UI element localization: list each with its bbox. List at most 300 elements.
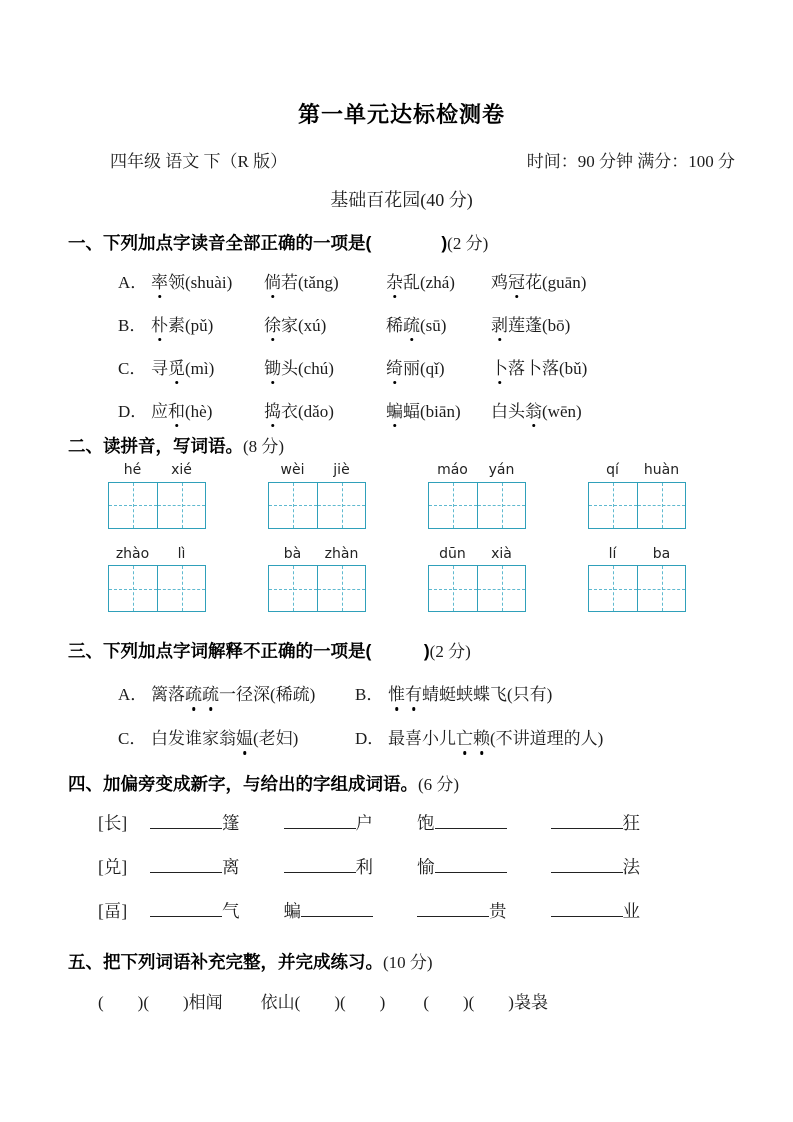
pinyin-syllable: yán <box>488 462 515 478</box>
question-4-stem <box>68 774 735 796</box>
tianzige-cell <box>157 566 205 611</box>
char: n <box>315 273 325 292</box>
char: ú <box>319 359 329 378</box>
question-1 <box>68 233 735 433</box>
q3-option <box>118 684 355 705</box>
char: ū <box>432 316 441 335</box>
word-item <box>284 813 374 835</box>
char: ( <box>490 729 496 749</box>
writing-grid-group <box>268 462 366 529</box>
question-5 <box>68 952 735 1013</box>
tianzige-cell <box>317 483 365 528</box>
tianzige-cell <box>637 566 685 611</box>
char: ( <box>420 359 426 378</box>
char: 径 <box>236 685 253 705</box>
char: ( <box>420 402 426 421</box>
option-letter: D． <box>355 729 385 749</box>
tianzige-grid <box>428 565 526 612</box>
char: ō <box>556 316 565 335</box>
q4-row <box>68 813 735 840</box>
option-letter: B． <box>355 685 384 705</box>
radical-bracket: [长] <box>98 812 128 833</box>
char: 篱 <box>151 685 168 705</box>
char: n <box>567 402 576 421</box>
char: ( <box>185 273 191 292</box>
given-char: 狂 <box>622 812 640 833</box>
char: 谁 <box>185 729 202 749</box>
option-word <box>264 315 386 336</box>
char: 寻 <box>151 359 168 378</box>
char: s <box>190 273 198 292</box>
char: ā <box>438 402 447 421</box>
pinyin-syllable: huàn <box>643 462 680 478</box>
word-item <box>551 857 641 879</box>
option-word <box>151 358 264 379</box>
char: i <box>221 273 227 292</box>
blank-line <box>150 914 222 917</box>
phrase-with-blanks: 依山( )( ) <box>260 992 386 1012</box>
q1-option-row <box>68 347 735 390</box>
char: ) <box>206 402 213 421</box>
char: 落 <box>508 359 525 378</box>
char: 稀 <box>275 685 293 705</box>
char: 小 <box>422 729 439 749</box>
char: ) <box>292 729 299 749</box>
emphasized-char: 朴 <box>151 316 168 335</box>
given-char: 法 <box>622 856 640 877</box>
pinyin-syllable: zhàn <box>324 545 359 562</box>
option-text <box>151 728 298 749</box>
blank-line <box>551 826 623 829</box>
char: 最 <box>388 729 405 749</box>
char: 不 <box>495 729 513 749</box>
emphasized-char: 冠 <box>508 273 525 292</box>
question-1-stem-text: 一、下列加点字读音全部正确的一项是( ) <box>68 233 448 254</box>
tianzige-cell <box>477 566 525 611</box>
blank-line <box>301 914 373 917</box>
char: 家 <box>281 316 298 335</box>
char: t <box>303 273 309 292</box>
given-char: 愉 <box>417 856 435 877</box>
char: ( <box>253 729 259 749</box>
option-text <box>151 684 315 705</box>
writing-grid-group <box>268 546 366 613</box>
option-word <box>491 315 570 336</box>
option-word <box>386 401 491 422</box>
char: ( <box>542 316 548 335</box>
char: ( <box>542 273 548 292</box>
tianzige-grid <box>268 565 366 612</box>
char: p <box>190 316 200 335</box>
emphasized-char: 率 <box>151 273 168 292</box>
char: 头 <box>508 402 525 421</box>
char: 蛱 <box>456 685 473 705</box>
tianzige-cell <box>157 483 205 528</box>
emphasized-char: 捣 <box>264 402 281 421</box>
char: s <box>425 316 433 335</box>
pinyin-label <box>588 462 686 480</box>
question-2-score: (8 分) <box>243 437 285 457</box>
q4-rows <box>68 813 735 928</box>
char: 衣 <box>281 402 298 421</box>
char: ( <box>559 359 565 378</box>
blank-line <box>417 914 489 917</box>
q1-option-row <box>68 390 735 433</box>
char: ì <box>203 359 209 378</box>
char: ( <box>298 273 304 292</box>
char: ǎ <box>308 273 316 292</box>
char: ( <box>185 402 191 421</box>
word-item <box>150 813 240 835</box>
char: ) <box>581 359 588 378</box>
time-score-label: 时间：90 分钟 满分：100 分 <box>526 151 735 171</box>
char: 发 <box>168 729 185 749</box>
emphasized-char: 疏 <box>403 316 420 335</box>
writing-grid-group <box>588 546 686 613</box>
char: 蓬 <box>525 316 542 335</box>
option-word <box>386 272 491 293</box>
char: m <box>190 359 204 378</box>
question-5-stem <box>68 952 735 974</box>
char: ) <box>309 685 316 705</box>
char: 深 <box>253 685 270 705</box>
char: ) <box>207 316 214 335</box>
char: 妇 <box>275 729 293 749</box>
option-letter: A． <box>118 685 148 705</box>
char: ) <box>328 359 334 378</box>
question-5-score: (10 分) <box>383 952 433 972</box>
pinyin-syllable: hé <box>123 462 142 478</box>
writing-grid-group <box>108 462 206 529</box>
char: 翁 <box>219 729 236 749</box>
char: 头 <box>281 359 298 378</box>
tianzige-cell <box>589 566 637 611</box>
pinyin-label <box>588 546 686 564</box>
tianzige-grid <box>588 565 686 612</box>
char: 蝠 <box>403 402 420 421</box>
q3-options <box>68 673 735 761</box>
char: 的 <box>563 729 581 749</box>
char: ǔ <box>199 316 208 335</box>
option-letter: B． <box>118 316 147 335</box>
pinyin-syllable: lí <box>608 545 617 562</box>
pinyin-syllable: lì <box>177 545 186 562</box>
char: 若 <box>281 273 298 292</box>
char: ( <box>298 359 304 378</box>
char: q <box>425 359 435 378</box>
char: ǔ <box>573 359 582 378</box>
pinyin-syllable: máo <box>437 462 468 478</box>
tianzige-cell <box>109 483 157 528</box>
tianzige-cell <box>429 483 477 528</box>
char: 丽 <box>403 359 420 378</box>
writing-grid-row <box>68 546 735 613</box>
char: ) <box>440 316 447 335</box>
blank-line <box>551 870 623 873</box>
tianzige-grid <box>428 482 526 529</box>
option-word <box>386 358 491 379</box>
pinyin-syllable: ba <box>652 545 671 562</box>
char: ) <box>580 273 587 292</box>
char: w <box>547 402 560 421</box>
question-3-stem <box>68 641 735 663</box>
emphasized-char: 杂 <box>386 273 403 292</box>
option-word <box>491 401 582 422</box>
char: i <box>434 402 439 421</box>
char: ) <box>597 729 604 749</box>
question-5-stem-text: 五、把下列词语补充完整，并完成练习。 <box>68 951 383 972</box>
word-item <box>417 901 507 923</box>
char: ) <box>576 402 582 421</box>
char: 蝶 <box>473 685 490 705</box>
pinyin-syllable: xià <box>491 545 512 562</box>
emphasized-char: 赖 <box>473 729 490 749</box>
char: 家 <box>202 729 219 749</box>
char: ( <box>542 402 548 421</box>
option-text <box>388 684 552 705</box>
word-item <box>284 857 374 879</box>
char: ā <box>564 273 573 292</box>
q3-option-row <box>68 717 735 761</box>
q3-option-row <box>68 673 735 717</box>
emphasized-char: 和 <box>168 402 185 421</box>
pinyin-label <box>428 462 526 480</box>
option-letter: A． <box>118 273 148 292</box>
char: ) <box>449 273 455 292</box>
char: 白 <box>491 402 508 421</box>
pinyin-label <box>108 546 206 564</box>
emphasized-char: 徐 <box>264 316 281 335</box>
q3-option <box>355 728 603 749</box>
char: ( <box>298 402 304 421</box>
question-4-stem-text: 四、加偏旁变成新字，与给出的字组成词语。 <box>68 773 418 794</box>
char: 有 <box>529 685 547 705</box>
writing-grid-group <box>108 546 206 613</box>
pinyin-syllable: zhào <box>115 545 150 562</box>
emphasized-char: 倘 <box>264 273 281 292</box>
char: 白 <box>151 729 168 749</box>
option-letter: C． <box>118 359 147 378</box>
char: 落 <box>168 685 185 705</box>
pinyin-syllable: jiè <box>333 462 350 478</box>
pinyin-label <box>268 546 366 564</box>
char: c <box>303 359 312 378</box>
char: 领 <box>168 273 185 292</box>
char: ) <box>208 359 215 378</box>
char: 儿 <box>439 729 456 749</box>
emphasized-char: 绮 <box>386 359 403 378</box>
radical-bracket: [兑] <box>98 856 128 877</box>
blank-line <box>551 914 623 917</box>
char: n <box>446 402 455 421</box>
blank-line <box>150 826 222 829</box>
tianzige-grid <box>108 482 206 529</box>
question-4 <box>68 774 735 928</box>
q3-option <box>118 728 355 749</box>
given-char: 户 <box>355 812 373 833</box>
char: x <box>303 316 313 335</box>
tianzige-cell <box>477 483 525 528</box>
char: h <box>197 273 206 292</box>
char: ( <box>298 316 304 335</box>
char: 老 <box>258 729 276 749</box>
emphasized-char: 觅 <box>168 359 185 378</box>
char: 花 <box>525 273 542 292</box>
option-letter: C． <box>118 729 147 749</box>
char: ( <box>185 359 191 378</box>
q5-phrases <box>68 992 735 1013</box>
blank-line <box>284 870 356 873</box>
word-item <box>284 901 374 923</box>
char: b <box>425 402 435 421</box>
char: 只 <box>512 685 530 705</box>
char: 疏 <box>292 685 310 705</box>
char: ( <box>270 685 276 705</box>
q3-option <box>355 684 552 705</box>
char: d <box>303 402 313 421</box>
question-2-stem <box>68 436 735 458</box>
char: è <box>199 402 207 421</box>
char: ( <box>420 316 426 335</box>
char: u <box>205 273 215 292</box>
option-word <box>491 358 587 379</box>
word-item <box>150 857 240 879</box>
writing-grid-group <box>588 462 686 529</box>
tianzige-grid <box>268 482 366 529</box>
option-word <box>386 315 491 336</box>
option-word <box>264 401 386 422</box>
char: á <box>441 273 450 292</box>
given-char: 篷 <box>222 812 240 833</box>
question-1-stem <box>68 233 735 255</box>
char: b <box>564 359 574 378</box>
char: 落 <box>542 359 559 378</box>
pinyin-label <box>428 546 526 564</box>
phrase-with-blanks: ( )( )袅袅 <box>423 992 548 1012</box>
char: b <box>547 316 557 335</box>
question-3-stem-text: 三、下列加点字词解释不正确的一项是( ) <box>68 641 430 661</box>
given-char: 离 <box>222 856 240 877</box>
q1-options <box>68 261 735 433</box>
blank-line <box>284 826 356 829</box>
tianzige-grid <box>108 565 206 612</box>
tianzige-cell <box>269 566 317 611</box>
char: ( <box>185 316 191 335</box>
question-3-score: (2 分) <box>429 642 471 661</box>
char: h <box>433 273 442 292</box>
emphasized-char: 剥 <box>491 316 508 335</box>
char: ) <box>332 273 339 292</box>
word-item <box>551 813 641 835</box>
char: 乱 <box>403 273 420 292</box>
emphasized-char: 蝙 <box>386 402 403 421</box>
option-word <box>264 272 386 293</box>
char: 一 <box>219 685 236 705</box>
char: n <box>572 273 581 292</box>
q2-grid-rows <box>68 462 735 612</box>
char: 卜 <box>525 359 542 378</box>
option-word <box>151 272 264 293</box>
char: 蜻 <box>422 685 439 705</box>
question-2 <box>68 436 735 612</box>
tianzige-cell <box>429 566 477 611</box>
option-text <box>388 728 603 749</box>
char: u <box>556 273 565 292</box>
char: ú <box>312 316 321 335</box>
question-2-stem-text: 二、读拼音，写词语。 <box>68 436 243 457</box>
phrase-with-blanks: ( )( )相闻 <box>98 992 223 1012</box>
char: 讲 <box>512 729 530 749</box>
char: ) <box>226 273 233 292</box>
writing-grid-row <box>68 462 735 529</box>
option-word <box>151 401 264 422</box>
char: 飞 <box>490 685 507 705</box>
char: h <box>190 402 200 421</box>
paper-meta <box>68 151 735 172</box>
tianzige-cell <box>589 483 637 528</box>
char: ) <box>438 359 445 378</box>
pinyin-syllable: bà <box>283 545 302 562</box>
char: o <box>319 402 329 421</box>
char: 道 <box>529 729 547 749</box>
char: ( <box>420 273 426 292</box>
tianzige-grid <box>588 482 686 529</box>
blank-line <box>150 870 222 873</box>
q4-row <box>68 857 735 884</box>
pinyin-syllable: wèi <box>280 462 305 478</box>
char: g <box>547 273 557 292</box>
q1-option-row <box>68 304 735 347</box>
word-item <box>417 857 507 879</box>
emphasized-char: 有 <box>405 685 422 705</box>
question-3 <box>68 641 735 761</box>
radical-bracket: [畐] <box>98 900 128 921</box>
pinyin-label <box>108 462 206 480</box>
emphasized-char: 卜 <box>491 359 508 378</box>
given-char: 业 <box>622 900 640 921</box>
emphasized-char: 亡 <box>456 729 473 749</box>
char: h <box>311 359 320 378</box>
emphasized-char: 疏 <box>185 685 202 705</box>
char: ) <box>564 316 571 335</box>
char: à <box>214 273 222 292</box>
char: ǎ <box>312 402 320 421</box>
char: 喜 <box>405 729 422 749</box>
char: ē <box>559 402 568 421</box>
blank-line <box>435 826 507 829</box>
writing-grid-group <box>428 546 526 613</box>
emphasized-char: 媪 <box>236 729 253 749</box>
char: 鸡 <box>491 273 508 292</box>
paper-title: 第一单元达标检测卷 <box>297 102 505 127</box>
tianzige-cell <box>317 566 365 611</box>
pinyin-syllable: dūn <box>439 545 466 562</box>
given-char: 气 <box>222 900 240 921</box>
char: ) <box>320 316 327 335</box>
emphasized-char: 疏 <box>202 685 219 705</box>
emphasized-char: 翁 <box>525 402 542 421</box>
given-char: 贵 <box>489 900 507 921</box>
given-char: 饱 <box>417 812 435 833</box>
tianzige-cell <box>637 483 685 528</box>
char: 人 <box>580 729 598 749</box>
char: 蜓 <box>439 685 456 705</box>
word-item <box>150 901 240 923</box>
tianzige-cell <box>269 483 317 528</box>
char: z <box>425 273 434 292</box>
q1-option-row <box>68 261 735 304</box>
section-banner: 基础百花园(40 分) <box>330 189 473 210</box>
